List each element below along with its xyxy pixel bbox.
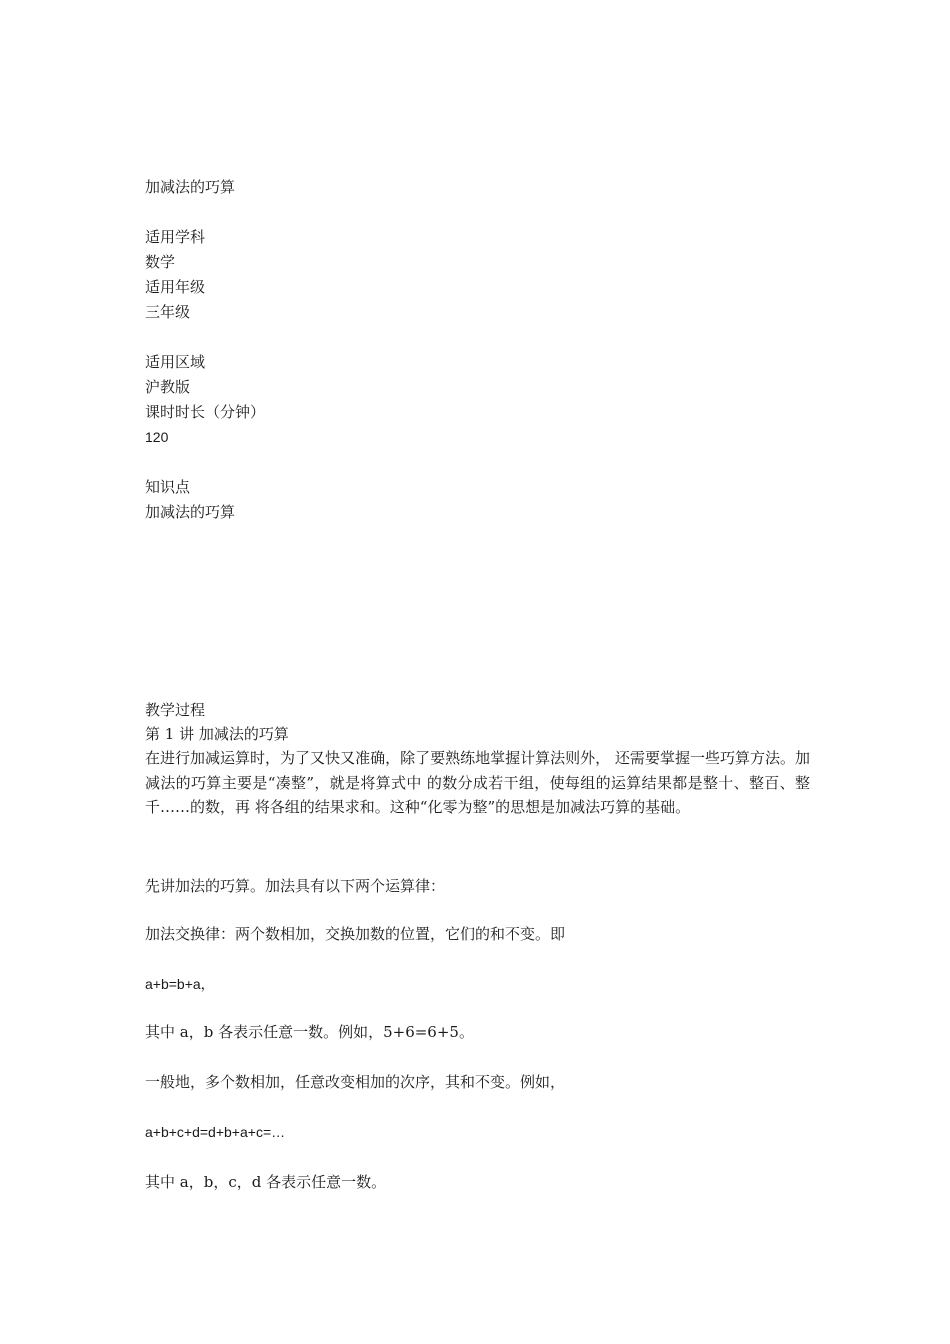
knowledge-value: 加减法的巧算 (145, 503, 236, 521)
addition-intro: 先讲加法的巧算。加法具有以下两个运算律： (145, 877, 446, 895)
document-title: 加减法的巧算 (145, 178, 236, 196)
region-value: 沪教版 (145, 378, 191, 396)
lesson-heading: 第 1 讲 加减法的巧算 (145, 725, 289, 743)
duration-value: 120 (145, 429, 169, 445)
grade-value: 三年级 (145, 303, 191, 321)
subject-label: 适用学科 (145, 228, 206, 246)
general-rule: 一般地，多个数相加，任意改变相加的次序，其和不变。例如， (145, 1073, 566, 1091)
formula-commutative: a+b=b+a， (145, 976, 215, 992)
duration-label: 课时时长（分钟） (145, 403, 266, 421)
formula-general: a+b+c+d=d+b+a+c=… (145, 1124, 286, 1140)
region-label: 适用区域 (145, 353, 206, 371)
knowledge-label: 知识点 (145, 478, 191, 496)
formula-explanation-2: 其中 a，b，c，d 各表示任意一数。 (145, 1173, 387, 1191)
subject-value: 数学 (145, 253, 176, 271)
intro-paragraph: 在进行加减运算时，为了又快又准确，除了要熟练地掌握计算法则外， 还需要掌握一些巧算方法。加减法的巧算主要是“凑整”，就是将算式中 的数分成若干组，使每组的运算结果都是整十、整百、整千……的数，再 将各组的结果求和。这种“化零为整”的思想是加减法巧算的基础。 (145, 749, 810, 816)
commutative-law: 加法交换律：两个数相加，交换加数的位置，它们的和不变。即 (145, 925, 566, 943)
process-label: 教学过程 (145, 701, 206, 719)
grade-label: 适用年级 (145, 278, 206, 296)
formula-explanation-1: 其中 a，b 各表示任意一数。例如，5+6=6+5。 (145, 1023, 474, 1041)
